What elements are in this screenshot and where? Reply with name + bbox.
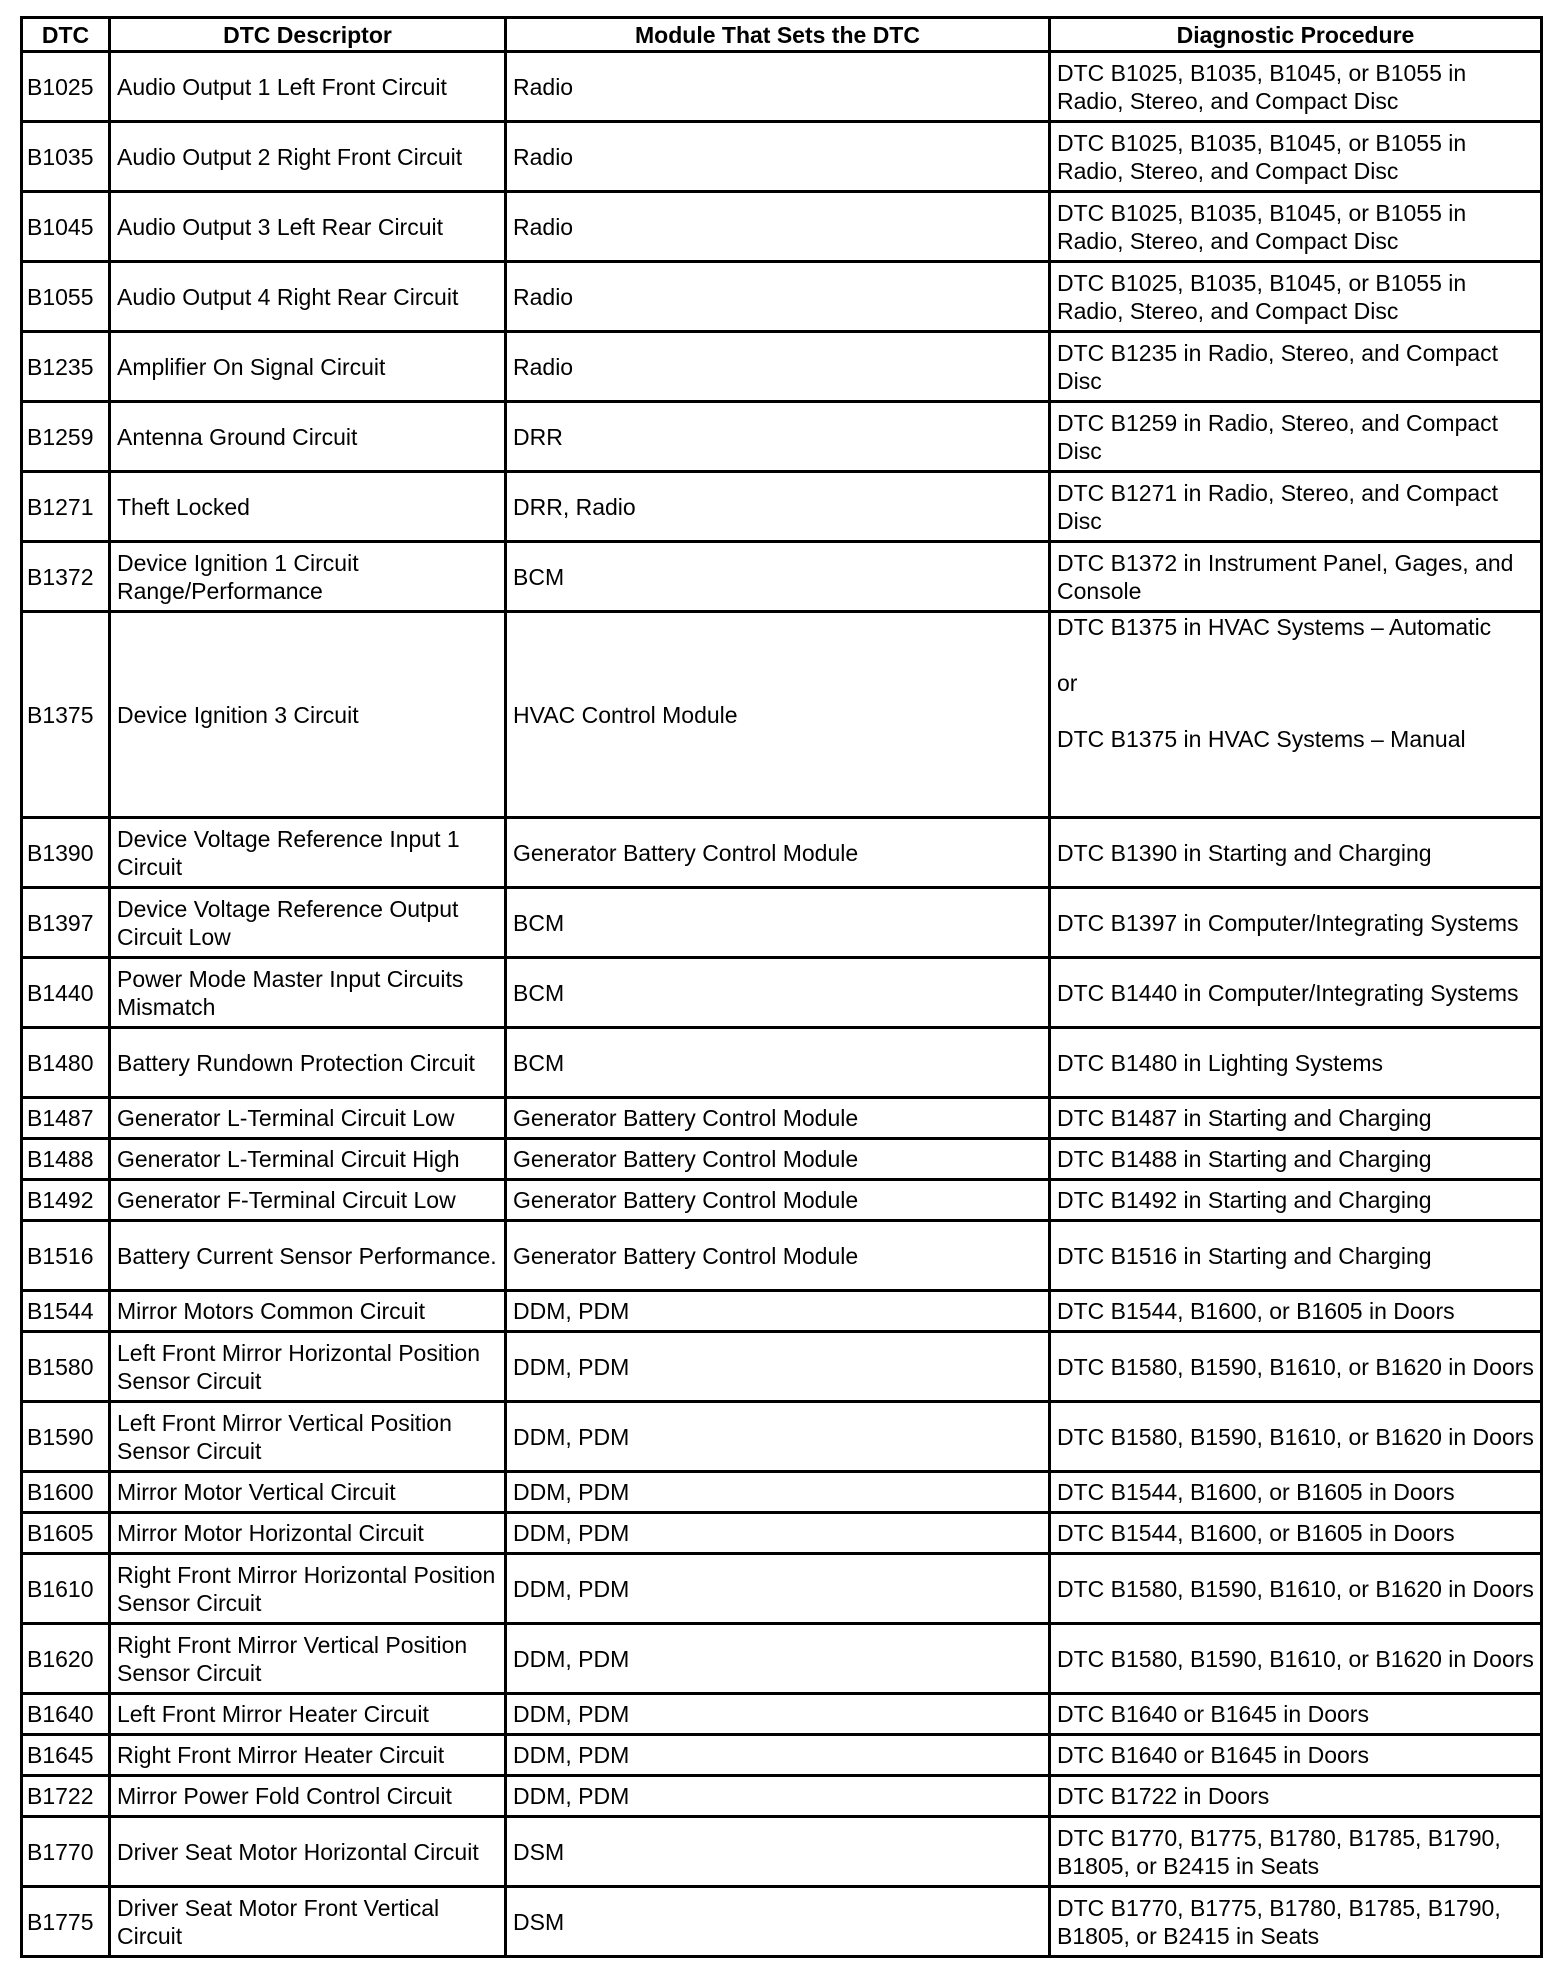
cell-module: Generator Battery Control Module	[506, 1221, 1050, 1291]
cell-dtc-code: B1259	[22, 402, 110, 472]
cell-dtc-descriptor: Battery Current Sensor Performance.	[110, 1221, 506, 1291]
cell-diagnostic-procedure: DTC B1544, B1600, or B1605 in Doors	[1050, 1472, 1542, 1513]
cell-dtc-code: B1488	[22, 1139, 110, 1180]
table-row	[22, 1513, 1542, 1554]
cell-diagnostic-procedure: DTC B1544, B1600, or B1605 in Doors	[1050, 1513, 1542, 1554]
cell-dtc-descriptor: Device Ignition 1 Circuit Range/Performance	[110, 542, 506, 612]
cell-diagnostic-procedure: DTC B1580, B1590, B1610, or B1620 in Doors	[1050, 1554, 1542, 1624]
cell-diagnostic-procedure: DTC B1488 in Starting and Charging	[1050, 1139, 1542, 1180]
table-row	[22, 818, 1542, 888]
cell-dtc-descriptor: Right Front Mirror Heater Circuit	[110, 1735, 506, 1776]
header-module: Module That Sets the DTC	[506, 18, 1050, 52]
table-row	[22, 1028, 1542, 1098]
cell-module: DDM, PDM	[506, 1776, 1050, 1817]
cell-diagnostic-procedure: DTC B1544, B1600, or B1605 in Doors	[1050, 1291, 1542, 1332]
cell-dtc-code: B1640	[22, 1694, 110, 1735]
cell-diagnostic-procedure: DTC B1397 in Computer/Integrating Systems	[1050, 888, 1542, 958]
cell-dtc-code: B1045	[22, 192, 110, 262]
cell-diagnostic-procedure: DTC B1390 in Starting and Charging	[1050, 818, 1542, 888]
cell-module: DDM, PDM	[506, 1402, 1050, 1472]
cell-module: DDM, PDM	[506, 1624, 1050, 1694]
cell-module: DRR, Radio	[506, 472, 1050, 542]
cell-diagnostic-procedure: DTC B1770, B1775, B1780, B1785, B1790, B1805, or B2415 in Seats	[1050, 1887, 1542, 1957]
cell-module: Generator Battery Control Module	[506, 1098, 1050, 1139]
table-row	[22, 958, 1542, 1028]
cell-dtc-descriptor: Audio Output 3 Left Rear Circuit	[110, 192, 506, 262]
cell-module: DDM, PDM	[506, 1291, 1050, 1332]
cell-module: DDM, PDM	[506, 1694, 1050, 1735]
cell-module: DDM, PDM	[506, 1554, 1050, 1624]
cell-diagnostic-procedure: DTC B1025, B1035, B1045, or B1055 in Radio, Stereo, and Compact Disc	[1050, 122, 1542, 192]
cell-dtc-code: B1600	[22, 1472, 110, 1513]
cell-module: BCM	[506, 958, 1050, 1028]
cell-dtc-code: B1492	[22, 1180, 110, 1221]
cell-dtc-code: B1722	[22, 1776, 110, 1817]
table-row	[22, 122, 1542, 192]
cell-dtc-descriptor: Driver Seat Motor Front Vertical Circuit	[110, 1887, 506, 1957]
cell-dtc-code: B1487	[22, 1098, 110, 1139]
table-row	[22, 52, 1542, 122]
table-row	[22, 1472, 1542, 1513]
cell-dtc-descriptor: Left Front Mirror Horizontal Position Sensor Circuit	[110, 1332, 506, 1402]
cell-dtc-code: B1610	[22, 1554, 110, 1624]
cell-module: Radio	[506, 262, 1050, 332]
cell-diagnostic-procedure: DTC B1492 in Starting and Charging	[1050, 1180, 1542, 1221]
cell-diagnostic-procedure: DTC B1580, B1590, B1610, or B1620 in Doors	[1050, 1624, 1542, 1694]
cell-dtc-descriptor: Device Voltage Reference Input 1 Circuit	[110, 818, 506, 888]
cell-module: DDM, PDM	[506, 1332, 1050, 1402]
table-row	[22, 332, 1542, 402]
cell-dtc-descriptor: Device Voltage Reference Output Circuit Low	[110, 888, 506, 958]
cell-dtc-descriptor: Audio Output 1 Left Front Circuit	[110, 52, 506, 122]
table-row	[22, 472, 1542, 542]
cell-dtc-descriptor: Amplifier On Signal Circuit	[110, 332, 506, 402]
cell-module: Radio	[506, 332, 1050, 402]
cell-dtc-code: B1480	[22, 1028, 110, 1098]
cell-dtc-code: B1372	[22, 542, 110, 612]
cell-dtc-code: B1605	[22, 1513, 110, 1554]
cell-diagnostic-procedure: DTC B1487 in Starting and Charging	[1050, 1098, 1542, 1139]
cell-dtc-code: B1590	[22, 1402, 110, 1472]
cell-dtc-code: B1271	[22, 472, 110, 542]
cell-module: Generator Battery Control Module	[506, 818, 1050, 888]
cell-dtc-descriptor: Right Front Mirror Vertical Position Sensor Circuit	[110, 1624, 506, 1694]
table-row	[22, 1554, 1542, 1624]
cell-diagnostic-procedure: DTC B1372 in Instrument Panel, Gages, and Console	[1050, 542, 1542, 612]
cell-diagnostic-procedure: DTC B1235 in Radio, Stereo, and Compact Disc	[1050, 332, 1542, 402]
cell-diagnostic-procedure: DTC B1440 in Computer/Integrating Systems	[1050, 958, 1542, 1028]
cell-diagnostic-procedure: DTC B1580, B1590, B1610, or B1620 in Doors	[1050, 1332, 1542, 1402]
cell-diagnostic-procedure: DTC B1025, B1035, B1045, or B1055 in Radio, Stereo, and Compact Disc	[1050, 262, 1542, 332]
cell-dtc-code: B1544	[22, 1291, 110, 1332]
cell-diagnostic-procedure: DTC B1640 or B1645 in Doors	[1050, 1735, 1542, 1776]
cell-diagnostic-procedure: DTC B1025, B1035, B1045, or B1055 in Radio, Stereo, and Compact Disc	[1050, 52, 1542, 122]
table-row	[22, 1180, 1542, 1221]
table-row	[22, 542, 1542, 612]
cell-dtc-code: B1390	[22, 818, 110, 888]
table-row	[22, 402, 1542, 472]
table-row	[22, 1624, 1542, 1694]
table-row	[22, 1694, 1542, 1735]
cell-dtc-descriptor: Generator L-Terminal Circuit High	[110, 1139, 506, 1180]
cell-dtc-code: B1645	[22, 1735, 110, 1776]
cell-dtc-descriptor: Audio Output 4 Right Rear Circuit	[110, 262, 506, 332]
cell-dtc-descriptor: Audio Output 2 Right Front Circuit	[110, 122, 506, 192]
cell-module: BCM	[506, 542, 1050, 612]
table-row	[22, 1221, 1542, 1291]
table-row	[22, 1332, 1542, 1402]
cell-module: DSM	[506, 1817, 1050, 1887]
header-row	[22, 18, 1542, 52]
cell-dtc-code: B1397	[22, 888, 110, 958]
cell-diagnostic-procedure: DTC B1516 in Starting and Charging	[1050, 1221, 1542, 1291]
cell-dtc-code: B1770	[22, 1817, 110, 1887]
table-row	[22, 1402, 1542, 1472]
cell-module: Generator Battery Control Module	[506, 1180, 1050, 1221]
cell-module: BCM	[506, 888, 1050, 958]
cell-dtc-descriptor: Device Ignition 3 Circuit	[110, 612, 506, 818]
cell-module: Radio	[506, 122, 1050, 192]
cell-diagnostic-procedure: DTC B1722 in Doors	[1050, 1776, 1542, 1817]
cell-dtc-descriptor: Mirror Motor Horizontal Circuit	[110, 1513, 506, 1554]
cell-diagnostic-procedure: DTC B1770, B1775, B1780, B1785, B1790, B1805, or B2415 in Seats	[1050, 1817, 1542, 1887]
cell-dtc-code: B1375	[22, 612, 110, 818]
cell-dtc-code: B1775	[22, 1887, 110, 1957]
table-row	[22, 1139, 1542, 1180]
cell-module: DDM, PDM	[506, 1513, 1050, 1554]
dtc-table	[20, 16, 1543, 1958]
cell-module: BCM	[506, 1028, 1050, 1098]
cell-dtc-descriptor: Generator L-Terminal Circuit Low	[110, 1098, 506, 1139]
cell-dtc-code: B1440	[22, 958, 110, 1028]
cell-dtc-descriptor: Left Front Mirror Vertical Position Sensor Circuit	[110, 1402, 506, 1472]
cell-diagnostic-procedure: DTC B1259 in Radio, Stereo, and Compact Disc	[1050, 402, 1542, 472]
header-dtc: DTC	[22, 18, 110, 52]
cell-dtc-descriptor: Mirror Motor Vertical Circuit	[110, 1472, 506, 1513]
table-row	[22, 1817, 1542, 1887]
table-row	[22, 1776, 1542, 1817]
cell-module: HVAC Control Module	[506, 612, 1050, 818]
cell-module: Radio	[506, 192, 1050, 262]
cell-diagnostic-procedure: DTC B1271 in Radio, Stereo, and Compact Disc	[1050, 472, 1542, 542]
table-row	[22, 262, 1542, 332]
cell-module: Generator Battery Control Module	[506, 1139, 1050, 1180]
cell-dtc-descriptor: Left Front Mirror Heater Circuit	[110, 1694, 506, 1735]
header-descriptor: DTC Descriptor	[110, 18, 506, 52]
cell-diagnostic-procedure: DTC B1640 or B1645 in Doors	[1050, 1694, 1542, 1735]
table-row	[22, 1291, 1542, 1332]
cell-dtc-descriptor: Mirror Motors Common Circuit	[110, 1291, 506, 1332]
table-row	[22, 1887, 1542, 1957]
table-row	[22, 1098, 1542, 1139]
cell-dtc-descriptor: Right Front Mirror Horizontal Position Sensor Circuit	[110, 1554, 506, 1624]
cell-dtc-descriptor: Mirror Power Fold Control Circuit	[110, 1776, 506, 1817]
cell-diagnostic-procedure: DTC B1025, B1035, B1045, or B1055 in Radio, Stereo, and Compact Disc	[1050, 192, 1542, 262]
dtc-table-body	[22, 52, 1542, 1957]
cell-dtc-code: B1025	[22, 52, 110, 122]
cell-dtc-descriptor: Generator F-Terminal Circuit Low	[110, 1180, 506, 1221]
cell-dtc-descriptor: Antenna Ground Circuit	[110, 402, 506, 472]
dtc-table-sheet	[20, 16, 1540, 1958]
table-row	[22, 888, 1542, 958]
cell-module: DRR	[506, 402, 1050, 472]
table-row	[22, 1735, 1542, 1776]
cell-diagnostic-procedure: DTC B1375 in HVAC Systems – Automatic or DTC B1375 in HVAC Systems – Manual	[1050, 612, 1542, 818]
cell-dtc-code: B1516	[22, 1221, 110, 1291]
cell-dtc-descriptor: Driver Seat Motor Horizontal Circuit	[110, 1817, 506, 1887]
cell-diagnostic-procedure: DTC B1480 in Lighting Systems	[1050, 1028, 1542, 1098]
cell-diagnostic-procedure: DTC B1580, B1590, B1610, or B1620 in Doors	[1050, 1402, 1542, 1472]
cell-dtc-code: B1620	[22, 1624, 110, 1694]
cell-module: Radio	[506, 52, 1050, 122]
cell-dtc-descriptor: Battery Rundown Protection Circuit	[110, 1028, 506, 1098]
dtc-table-head	[22, 18, 1542, 52]
table-row	[22, 192, 1542, 262]
table-row	[22, 612, 1542, 818]
cell-module: DDM, PDM	[506, 1735, 1050, 1776]
cell-module: DSM	[506, 1887, 1050, 1957]
cell-dtc-code: B1235	[22, 332, 110, 402]
cell-module: DDM, PDM	[506, 1472, 1050, 1513]
cell-dtc-descriptor: Theft Locked	[110, 472, 506, 542]
cell-dtc-code: B1580	[22, 1332, 110, 1402]
cell-dtc-code: B1035	[22, 122, 110, 192]
cell-dtc-code: B1055	[22, 262, 110, 332]
header-procedure: Diagnostic Procedure	[1050, 18, 1542, 52]
cell-dtc-descriptor: Power Mode Master Input Circuits Mismatch	[110, 958, 506, 1028]
